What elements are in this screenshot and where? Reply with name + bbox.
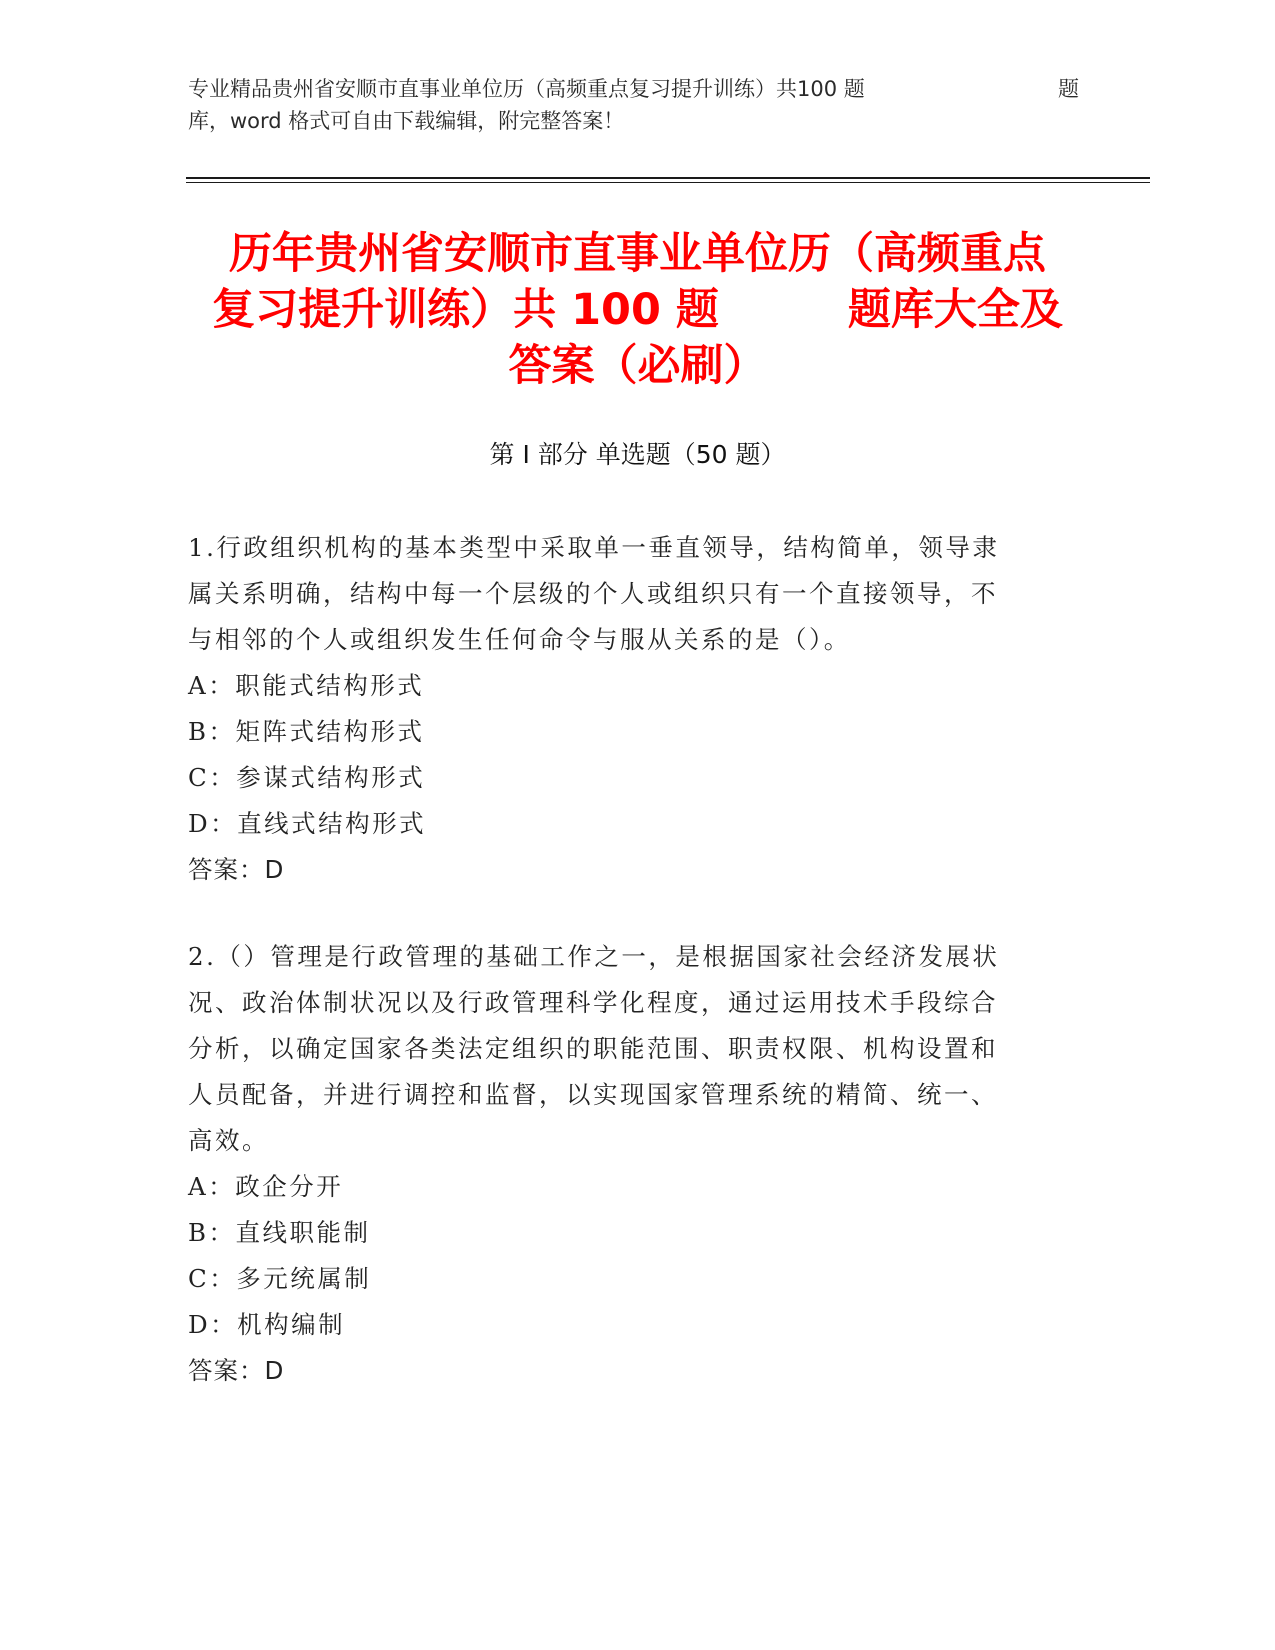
option-c: C：多元统属制 [188, 1264, 372, 1293]
title-line-2: 复习提升训练）共 100 题 题库大全及 [212, 285, 1063, 335]
option-a: A：职能式结构形式 [188, 671, 425, 700]
question-stem-line: 2.（）管理是行政管理的基础工作之一，是根据国家社会经济发展状 [188, 942, 1000, 971]
question-stem-line: 与相邻的个人或组织发生任何命令与服从关系的是（）。 [188, 625, 851, 654]
option-b: B：矩阵式结构形式 [188, 717, 425, 746]
title-line-1: 历年贵州省安顺市直事业单位历（高频重点 [229, 229, 1046, 279]
question-2 [188, 934, 1068, 1394]
option-d: D：机构编制 [188, 1310, 346, 1339]
option-b: B：直线职能制 [188, 1218, 371, 1247]
question-stem-line: 况、政治体制状况以及行政管理科学化程度，通过运用技术手段综合 [188, 988, 998, 1017]
question-stem-line: 1.行政组织机构的基本类型中采取单一垂直领导，结构简单，领导隶 [188, 533, 1000, 562]
header-text: 专业精品贵州省安顺市直事业单位历（高频重点复习提升训练）共100 题 [188, 77, 865, 101]
header-divider-thick [186, 177, 1150, 179]
page-header [188, 73, 1088, 137]
section-heading: 第 I 部分 单选题（50 题） [489, 440, 786, 469]
question-1 [188, 525, 1068, 893]
question-stem-line: 属关系明确，结构中每一个层级的个人或组织只有一个直接领导，不 [188, 579, 998, 608]
option-c: C：参谋式结构形式 [188, 763, 426, 792]
header-text-right: 题 [1058, 77, 1079, 101]
header-line-2: 库，word 格式可自由下载编辑，附完整答案！ [188, 109, 625, 133]
question-stem-line: 分析，以确定国家各类法定组织的职能范围、职责权限、机构设置和 [188, 1034, 998, 1063]
title-line-3: 答案（必刷） [508, 341, 767, 391]
option-a: A：政企分开 [188, 1172, 344, 1201]
answer: 答案：D [188, 855, 285, 884]
question-stem-line: 人员配备，并进行调控和监督，以实现国家管理系统的精简、统一、 [188, 1080, 998, 1109]
document-title [150, 226, 1125, 394]
answer: 答案：D [188, 1356, 285, 1385]
header-divider-thin [186, 182, 1150, 183]
option-d: D：直线式结构形式 [188, 809, 427, 838]
header-line-1 [188, 73, 1088, 105]
question-stem-line: 高效。 [188, 1126, 269, 1155]
